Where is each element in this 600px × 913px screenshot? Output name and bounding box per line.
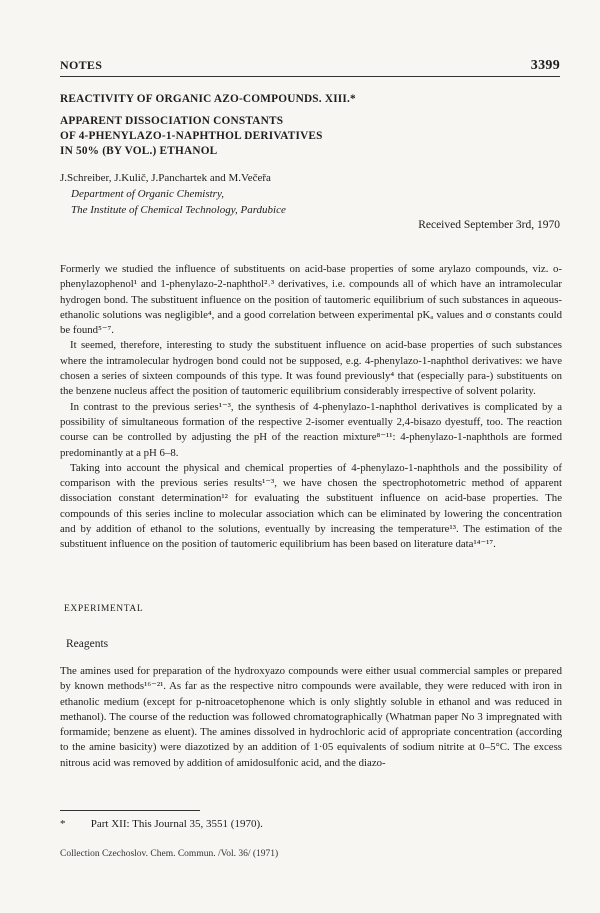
received-date: Received September 3rd, 1970 — [418, 219, 560, 231]
header-rule — [60, 76, 560, 77]
subsection-heading-reagents: Reagents — [66, 638, 109, 650]
experimental-body — [60, 664, 562, 771]
footnote-rule — [60, 810, 200, 811]
title-line-2: OF 4-PHENYLAZO-1-NAPHTHOL DERIVATIVES — [60, 130, 323, 142]
paragraph: Formerly we studied the influence of substituents on acid-base properties of some arylazo compounds, viz. o-phenylazophenol¹ and 1-phenylazo-2-naphthol²˒³ derivatives, i.e. compounds all of which have an intramolecular hydrogen bond. The substituent influence on the position of tautomeric equilibrium of such substances in aqueous-ethanolic solutions was negligible⁴, and a good correlation between experimental pKₐ values and σ constants could be found⁵⁻⁷. — [60, 263, 562, 337]
article-body — [60, 262, 562, 553]
affiliation-department: Department of Organic Chemistry, — [71, 188, 224, 200]
title-line-3: IN 50% (BY VOL.) ETHANOL — [60, 145, 218, 157]
author-list: J.Schreiber, J.Kulič, J.Panchartek and M.Večeřa — [60, 172, 271, 184]
section-label: NOTES — [60, 58, 103, 72]
article-title — [60, 92, 560, 159]
footnote-text: Part XII: This Journal 35, 3551 (1970). — [90, 818, 263, 830]
series-title: REACTIVITY OF ORGANIC AZO-COMPOUNDS. XIII.* — [60, 93, 356, 105]
footnote-marker: * — [60, 818, 66, 830]
running-header — [60, 58, 560, 74]
affiliation-institute: The Institute of Chemical Technology, Pardubice — [71, 204, 286, 216]
page-number: 3399 — [530, 58, 560, 73]
footnote — [60, 818, 263, 830]
title-line-1: APPARENT DISSOCIATION CONSTANTS — [60, 115, 284, 127]
paragraph: The amines used for preparation of the hydroxyazo compounds were either usual commercial samples or prepared by known methods¹⁶⁻²¹. As far as the respective nitro compounds were available, they were reduced with iron in ethanolic medium (except for p-nitroacetophenone which is only slightly soluble in ethanol and was reduced in methanol). The course of the reduction was followed chromatographically (Whatman paper No 3 impregnated with formamide; benzene as eluent). The amines dissolved in hydrochloric acid of appropriate concentration (according to the amine basicity) were diazotized by an addition of 1·05 equivalents of sodium nitrite at 0–5°C. The excess nitrous acid was removed by addition of amidosulfonic acid, and the diazo- — [60, 665, 562, 769]
paragraph: In contrast to the previous series¹⁻³, the synthesis of 4-phenylazo-1-naphthol derivatives is complicated by a possibility of simultaneous formation of the respective 2-isomer eventually 2,4-bisazo dyestuff, too. The reaction course can be controlled by adjusting the pH of the reaction mixture⁸⁻¹¹: 4-phenylazo-1-naphthols are formed predominantly at a pH 6–8. — [60, 400, 562, 459]
journal-footer: Collection Czechoslov. Chem. Commun. /Vol. 36/ (1971) — [60, 849, 279, 859]
affiliation — [71, 186, 551, 218]
section-heading-experimental: EXPERIMENTAL — [64, 604, 144, 614]
paragraph: Taking into account the physical and chemical properties of 4-phenylazo-1-naphthols and the possibility of comparison with the previous series results¹⁻³, we have chosen the spectrophotometric method of apparent dissociation constant determination¹² for evaluating the substituent influence on acid-base properties. The compounds of this series incline to molecular association which can be eliminated by lowering the concentration and by addition of ethanol to the solutions, eventually by increasing the temperature¹³. The estimation of the substituent influence on the position of tautomeric equilibrium has been based on literature data¹⁴⁻¹⁷. — [60, 461, 562, 551]
paragraph: It seemed, therefore, interesting to study the substituent influence on acid-base properties of such substances where the intramolecular hydrogen bond could not be supposed, e.g. 4-phenylazo-1-naphthol derivatives: we have chosen a series of sixteen compounds of this type. It was found previously⁴ that (especially para-) substituents on the benzene nucleus affect the position of tautomeric equilibrium considerably irrespective of solvent polarity. — [60, 339, 562, 398]
